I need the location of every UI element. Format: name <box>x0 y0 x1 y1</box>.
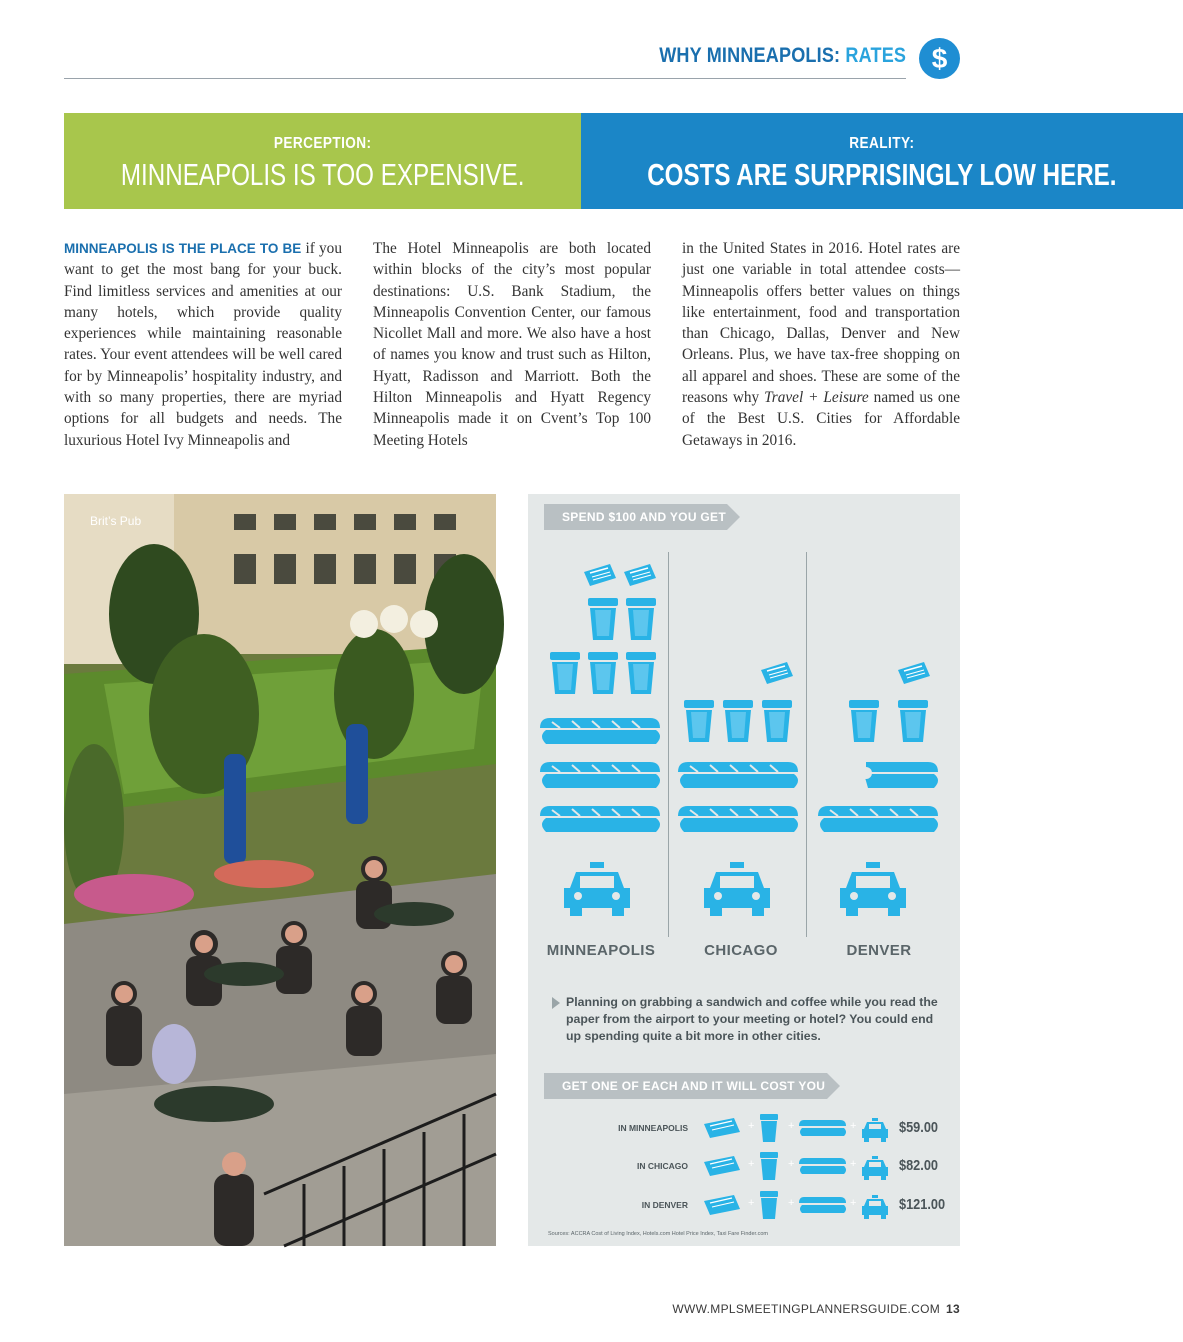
city-label-minneapolis: MINNEAPOLIS <box>546 942 656 959</box>
sources-note: Sources: ACCRA Cost of Living Index, Hotels.com Hotel Price Index, Taxi Fare Finder.com <box>548 1231 768 1237</box>
perception-reality-banner <box>64 113 1117 209</box>
sandwich-icon <box>678 762 798 788</box>
reality-panel <box>581 113 1183 209</box>
article-column-1 <box>64 238 342 451</box>
infographic-note: Planning on grabbing a sandwich and coffee while you read the paper from the airport to your meeting or hotel? You could end up spending quite a bit more in other cities. <box>566 995 938 1043</box>
header-divider <box>64 78 906 79</box>
perception-panel <box>64 113 581 209</box>
plus-sign: + <box>788 1197 795 1209</box>
section-title-accent: RATES <box>845 44 906 67</box>
cost-value: $59.00 <box>899 1119 939 1136</box>
taxi-icon <box>840 862 906 916</box>
newspaper-icon <box>761 662 793 684</box>
page-footer <box>672 1302 960 1316</box>
plus-sign: + <box>748 1120 755 1132</box>
coffee-cup-icon <box>550 652 580 694</box>
coffee-cup-icon <box>723 700 753 742</box>
cost-label: IN MINNEAPOLIS <box>618 1123 688 1133</box>
plus-sign: + <box>748 1158 755 1170</box>
cost-value: $121.00 <box>899 1196 946 1213</box>
taxi-icon <box>564 862 630 916</box>
sandwich-icon <box>540 762 660 788</box>
article-lead: MINNEAPOLIS IS THE PLACE TO BE <box>64 241 302 256</box>
coffee-cup-icon <box>684 700 714 742</box>
cost-icons-chicago <box>704 1152 888 1180</box>
plus-sign: + <box>850 1158 857 1170</box>
cost-icons-minneapolis <box>704 1114 888 1142</box>
brits-pub-photo <box>64 494 496 1246</box>
reality-kicker: REALITY: <box>849 135 915 152</box>
footer-url[interactable]: WWW.MPLSMEETINGPLANNERSGUIDE.COM <box>672 1302 941 1316</box>
taxi-icon <box>704 862 770 916</box>
cost-icons-denver <box>704 1191 888 1219</box>
coffee-cup-icon <box>588 598 618 640</box>
reality-headline: COSTS ARE SURPRISINGLY LOW HERE. <box>647 157 1117 192</box>
plus-sign: + <box>788 1158 795 1170</box>
cost-ribbon: GET ONE OF EACH AND IT WILL COST YOU <box>544 1073 827 1099</box>
sandwich-icon <box>818 806 938 832</box>
publication-name: Travel + Leisure <box>764 389 869 407</box>
plus-sign: + <box>788 1120 795 1132</box>
section-title <box>659 44 906 68</box>
coffee-cup-icon <box>849 700 879 742</box>
cost-row-icons <box>528 1104 960 1224</box>
cost-value: $82.00 <box>899 1157 939 1174</box>
coffee-cup-icon <box>626 598 656 640</box>
cost-label: IN CHICAGO <box>637 1161 688 1171</box>
sandwich-icon <box>540 718 660 744</box>
coffee-cup-icon <box>898 700 928 742</box>
sandwich-icon <box>540 806 660 832</box>
coffee-cup-icon <box>626 652 656 694</box>
article-col3-text: in the United States in 2016. Hotel rates are just one variable in total attendee costs—Minneapolis offers better values on things like entertainment, food and transportation than Chicago, Dallas, Denver and New Orleans. Plus, we have tax-free shopping on all apparel and shoes. These are some of the reasons why <box>682 240 960 407</box>
dollar-icon: $ <box>919 38 960 79</box>
section-title-main: WHY MINNEAPOLIS: <box>659 44 841 67</box>
newspaper-icon <box>898 662 930 684</box>
coffee-cup-icon <box>762 700 792 742</box>
plus-sign: + <box>748 1197 755 1209</box>
patio-illustration <box>64 494 496 1246</box>
article-col3-end: named us one of the Best U.S. Cities for Affordable Getaways in 2016. <box>682 389 961 449</box>
coffee-cup-icon <box>588 652 618 694</box>
article-column-3 <box>682 238 960 451</box>
article-column-2: The Hotel Minneapolis are both located within blocks of the city’s most popular destinations: U.S. Bank Stadium, the Minneapolis Convention Center, our famous Nicollet Mall and more. We also have a host of names you know and trust such as Hilton, Hyatt, Radisson and Marriott. Both the Hilton Minneapolis and Hyatt Regency Minneapolis made it on Cvent’s Top 100 Meeting Hotels <box>373 240 651 449</box>
plus-sign: + <box>850 1197 857 1209</box>
sandwich-icon <box>678 806 798 832</box>
article-col1-text: if you want to get the most bang for your buck. Find limitless services and amenities at our many hotels, which provide quality experiences while maintaining reasonable rates. Your event attendees will be well cared for by Minneapolis’ hospitality industry, and with so many properties, there are myriad options for all budgets and needs. The luxurious Hotel Ivy Minneapolis and <box>64 240 342 449</box>
perception-headline: MINNEAPOLIS IS TOO EXPENSIVE. <box>120 157 525 192</box>
city-label-denver: DENVER <box>846 942 912 959</box>
perception-kicker: PERCEPTION: <box>273 135 372 152</box>
newspaper-icon <box>584 564 616 586</box>
page-header <box>64 38 960 80</box>
city-label-chicago: CHICAGO <box>704 942 778 959</box>
page-number: 13 <box>946 1302 960 1316</box>
cost-label: IN DENVER <box>641 1200 688 1210</box>
newspaper-icon <box>624 564 656 586</box>
cost-infographic <box>528 494 960 1246</box>
photo-caption: Brit’s Pub <box>90 514 142 528</box>
play-arrow-icon <box>552 997 560 1009</box>
spend-ribbon: SPEND $100 AND YOU GET <box>544 504 727 530</box>
plus-sign: + <box>850 1120 857 1132</box>
partial-sandwich-icon <box>860 762 938 788</box>
icon-columns <box>528 494 960 934</box>
